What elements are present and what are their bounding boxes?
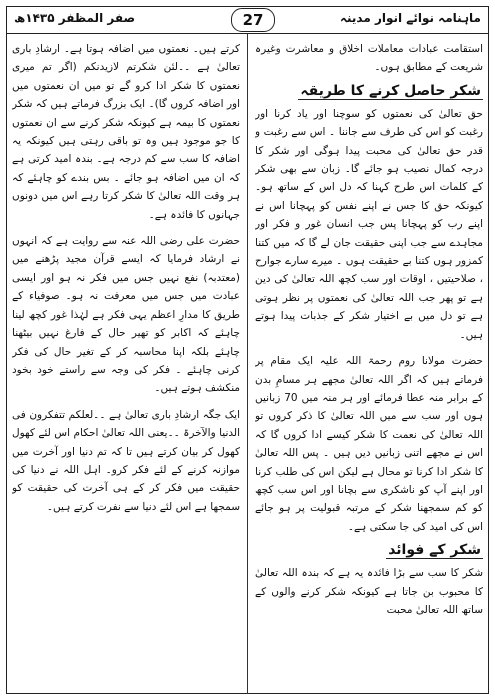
page-header	[6, 6, 489, 34]
magazine-title: ماہنامہ نوائے انوار مدینہ	[339, 11, 481, 25]
paragraph: شکر کا سب سے بڑا فائدہ یہ ہے کہ بندہ اللہ تعالیٰ کا محبوب بن جاتا ہے کیونکہ شکر کرنے والوں کے ساتھ اللہ تعالیٰ محبت	[255, 567, 483, 616]
paragraph: استقامت عبادات معاملات اخلاق و معاشرت وغیرہ شریعت کے مطابق ہوں۔	[255, 43, 483, 74]
right-column	[255, 40, 483, 690]
paragraph: ایک جگہ ارشادِ باری تعالیٰ ہے ۔۔لعلکم تتفکرون فی الدنیا والآخرۃ ۔۔یعنی اللہ تعالیٰ احکام اس لئے کھول کھول کر بیان کرتے ہیں تا کہ تم دنیا اور آخرت میں موازنہ کرنے کے لئے فکر کرو۔ اہل اللہ نے دنیا کی حقیقت میں فکر کر کے ہی آخرت کی حقیقت کو سمجھا ہے اس لئے دنیا سے نفرت کرتے ہیں۔	[12, 408, 240, 513]
paragraph: حضرت مولانا روم رحمۃ اللہ علیہ ایک مقام پر فرماتے ہیں کہ اگر اللہ تعالیٰ مجھے ہر مسامِ بدن کے برابر منہ عطا فرمائے اور ہر منہ میں 70 زبانیں ہوں اور سب سے میں اللہ تعالیٰ کا ذکر کروں تو اللہ تعالیٰ کی نعمت کا شکر کیسے ادا کروں گا کہ اس نے مجھے اتنی زبانیں دیں ہیں ۔ پس اللہ تعالیٰ کا شکر ادا کرنا تو محال ہے لیکن اس کی طلب کرنا اور اپنے آپ کو ناشکری سے بچانا اور اس سب کچھ کو کم سمجھنا شکر کے مرتبہ قبولیت پر ہو جائے اس کی امید کی جا سکتی ہے۔	[255, 355, 483, 533]
left-column	[12, 40, 240, 690]
section-heading	[255, 540, 483, 560]
paragraph: حضرت علی رضی اللہ عنہ سے روایت ہے کہ انہوں نے ارشاد فرمایا کہ ایسے قرآن مجید پڑھنے میں (معتدبہ) نفع نہیں جس میں فکر نہ ہو اور ایسی عبادت میں جس میں معرفت نہ ہو۔ صوفیاء کے طریق کا مدارِ اعظم یہی فکر ہے لہٰذا غور کچھ لینا چاہئے کہ اکابر کو تھیر حال کے فارغ نہیں بیٹھنا چاہئے بلکہ اپنا محاسبہ کر کے تغیر حال کی فکر کرنی چاہئے ۔ فکر کی وجہ سے راستے خود بخود منکشف ہوتے ہیں۔	[12, 235, 240, 395]
paragraph: کرتے ہیں۔ نعمتوں میں اضافہ ہوتا ہے۔ ارشادِ باری تعالیٰ ہے ۔۔لئن شکرتم لازیدنکم (اگر تم میری نعمتوں کا شکر ادا کرو گے تو میں ان نعمتوں میں اور اضافہ کروں گا)۔ ایک بزرگ فرماتے ہیں کہ شکر نعمتوں کا بیمہ ہے کیونکہ شکر کرنے سے ان نعمتوں کا جو موجود ہیں وہ تو باقی رہتی ہیں کیونکہ یہ اضافہ کا سب سے کم درجہ ہے۔ بندہ امید کرتی ہے کہ ان میں اضافہ ہو جائے ۔ بس بندے کو چاہئے کہ ہر وقت اللہ تعالیٰ کا شکر کرتا رہے اس میں دونوں جہانوں کا فائدہ ہے۔	[12, 43, 240, 221]
heading-text: شکر حاصل کرنے کا طریقہ	[300, 82, 481, 99]
paragraph: حق تعالیٰ کی نعمتوں کو سوچنا اور یاد کرنا اور رغبت کو اس کی طرف سے جاننا ۔ اس سے رغبت و قدر حق تعالیٰ کی محبت پیدا ہوگی اور شکر کا درجہ کمال نصیب ہو جائے گا۔ زبان سے بھی شکر کے کلمات اس طرح کہنا کہ دل اس کے ساتھ ہو۔ کیونکہ حق کا جس نے اپنے نفس کو پہچانا اس نے اپنے رب کو پہچانا پس جب انسان غور و فکر اور مجاہدے سے جب اپنی حقیقت جان لے گا کہ میں کتنا کمزور ہوں کتنا بے حقیقت ہوں ۔ میرے سارے جوارح ، صلاحیتیں ، اوقات اور سب کچھ اللہ تعالیٰ کی دین ہے تو پھر جب اللہ تعالیٰ کی نعمتوں پر نظر ہوتی ہے تو دل میں بے اختیار شکر کے جذبات پیدا ہوتے ہیں۔	[255, 107, 483, 341]
issue-date: صفر المظفر ۱۴۳۵ھ	[14, 11, 136, 25]
column-divider	[247, 34, 248, 694]
section-heading	[255, 81, 483, 101]
page-number: 27	[231, 8, 275, 32]
heading-text: شکر کے فوائد	[388, 542, 481, 559]
